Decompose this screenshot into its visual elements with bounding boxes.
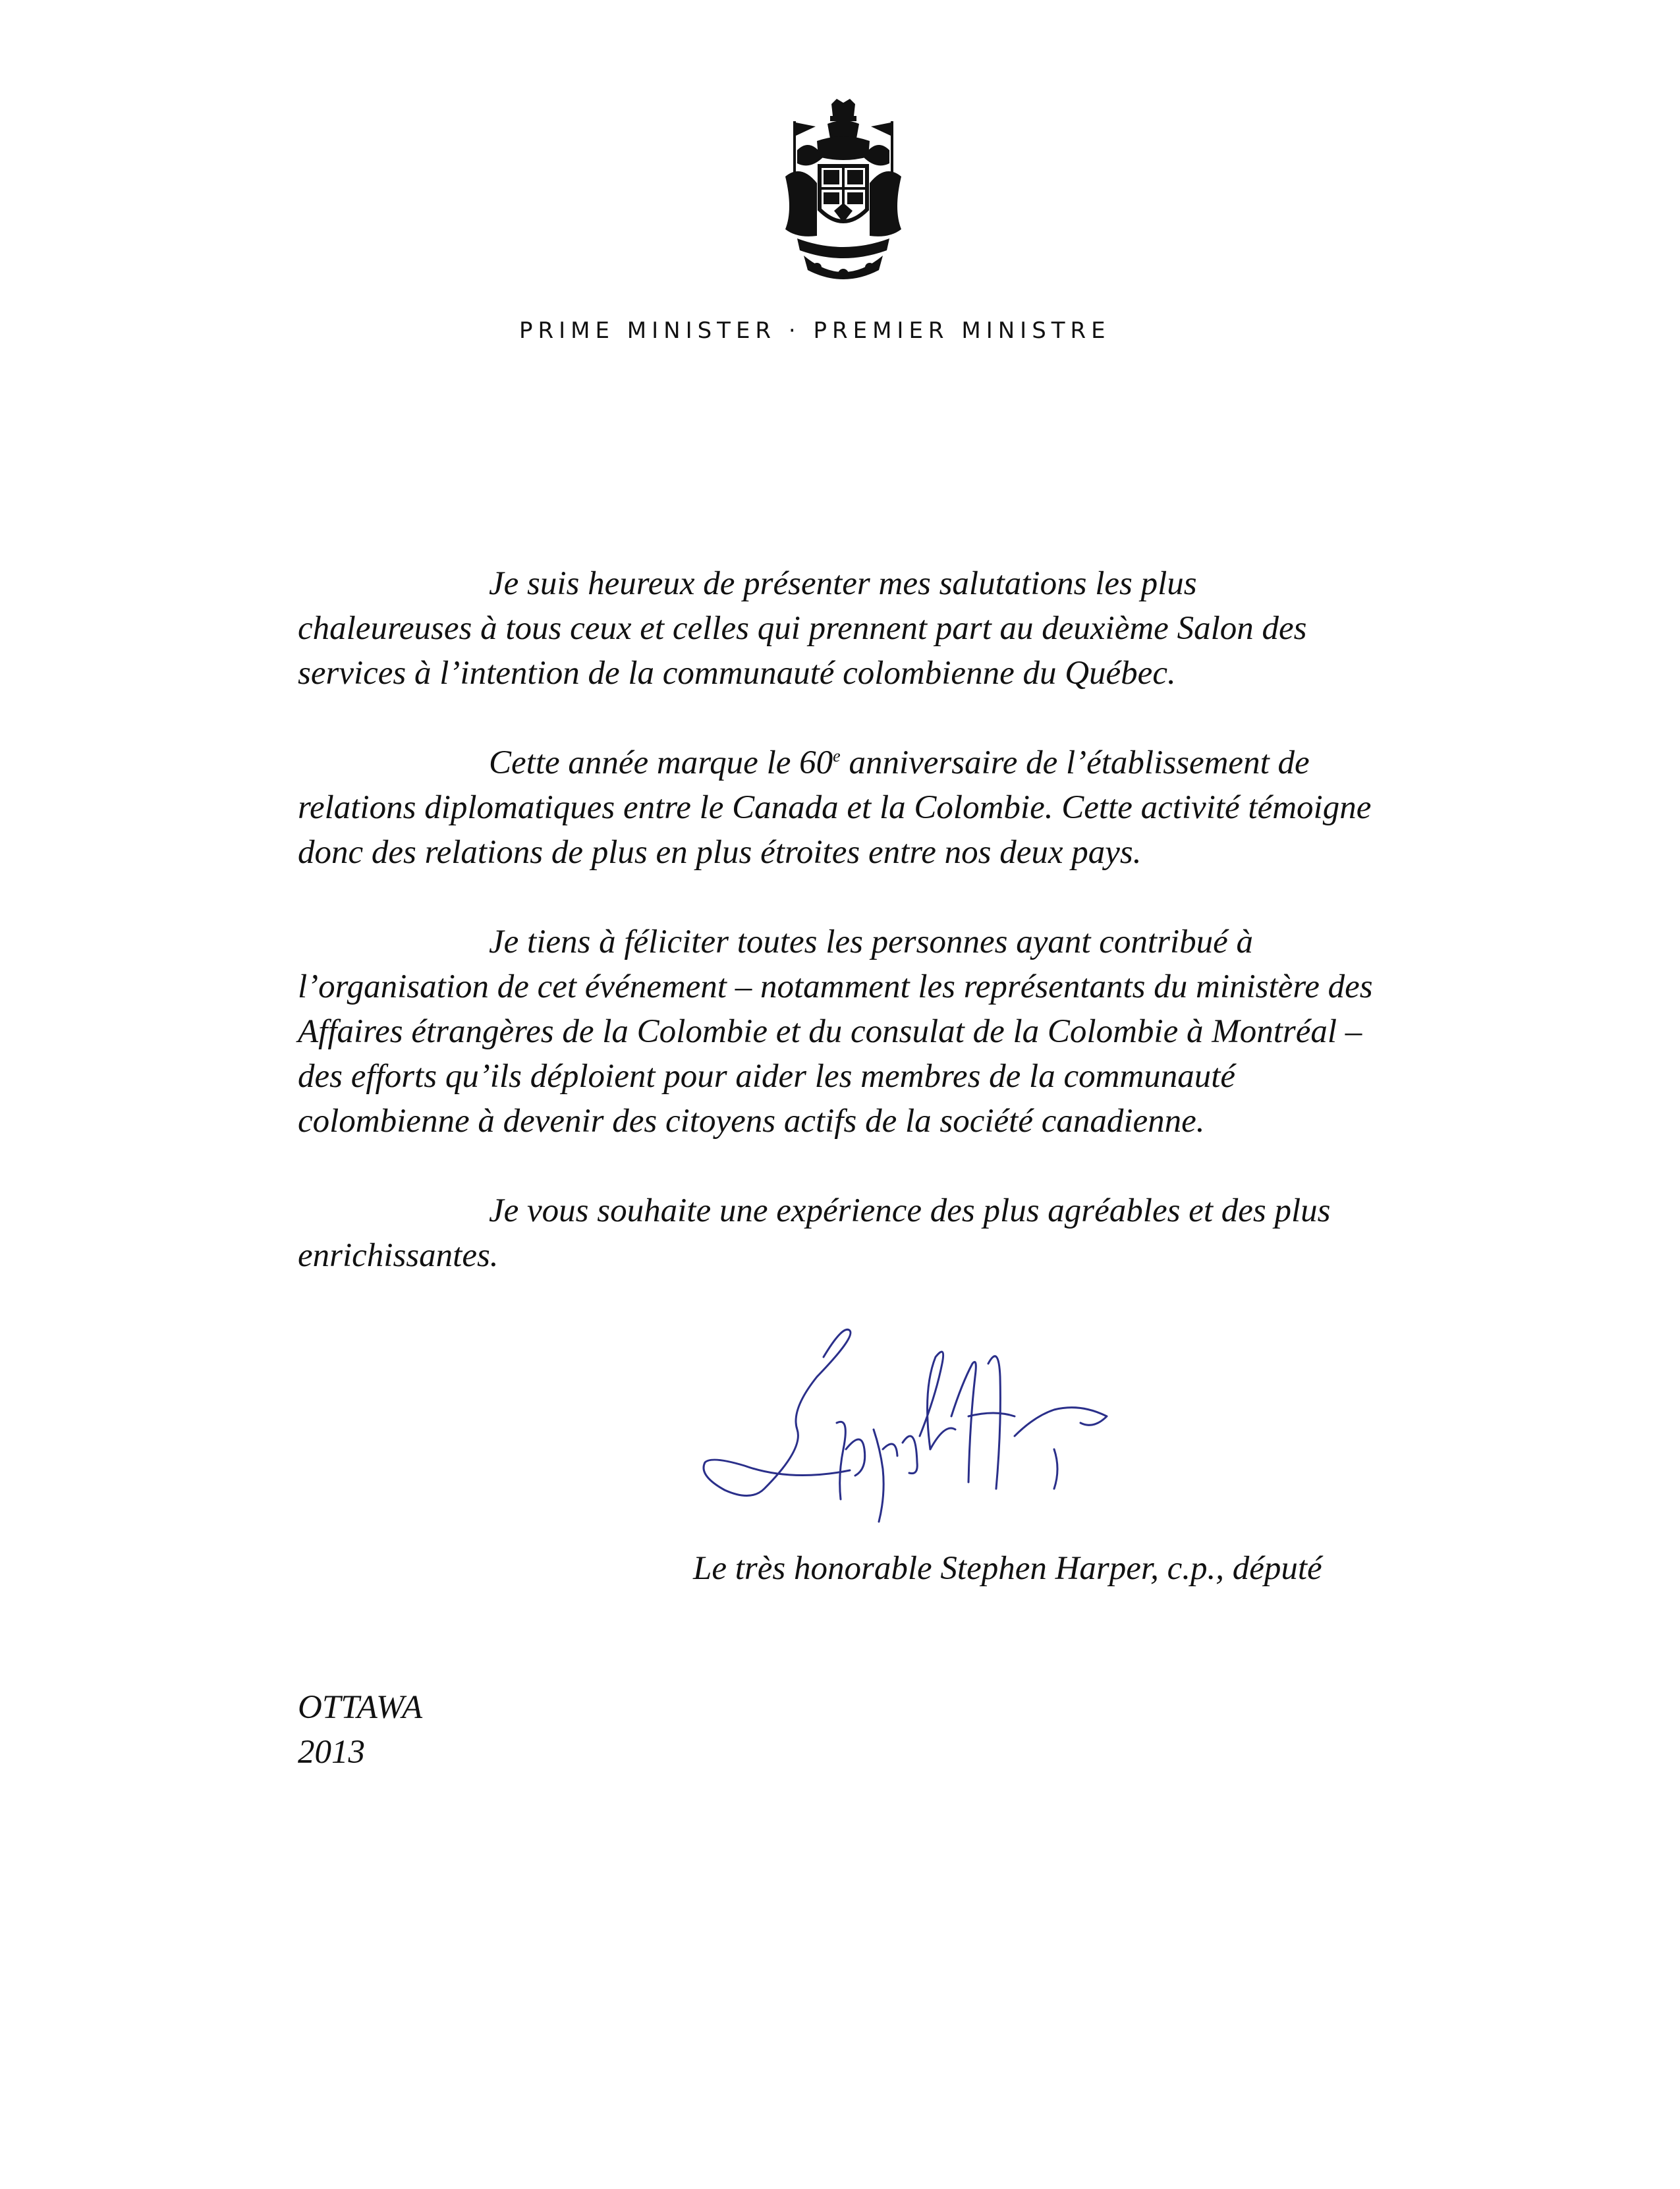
letterhead-title: PRIME MINISTER · PREMIER MINISTRE [519, 318, 1111, 344]
paragraph-anniversary-end: anniversaire de l’établissement de relations diplomatiques entre le Canada et la Colombie. Cette activité témoigne donc des relations de plus en plus étroites entre nos deux pays. [298, 744, 1372, 871]
coat-of-arms-icon [771, 97, 916, 282]
paragraph-anniversary-start: Cette année marque le 60 [489, 744, 833, 781]
paragraph-closing: Je vous souhaite une expérience des plus agréables et des plus enrichissantes. [298, 1192, 1331, 1274]
paragraph-congratulations: Je tiens à féliciter toutes les personnes ayant contribué à l’organisation de cet événement – notamment les représentants du ministère des Affaires étrangères de la Colombie et du consulat de la Colombie à Montréal – des efforts qu’ils déploient pour aider les membres de la communauté colombienne à devenir des citoyens actifs de la société canadienne. [298, 924, 1373, 1140]
paragraph-anniversary [298, 740, 1378, 875]
city-label: OTTAWA [298, 1689, 423, 1726]
ordinal-superscript: e [833, 746, 841, 765]
handwritten-signature [685, 1317, 1133, 1535]
signatory-name: Le très honorable Stephen Harper, c.p., député [693, 1550, 1322, 1587]
year-label: 2013 [298, 1734, 365, 1771]
place-and-date [298, 1685, 422, 1775]
paragraph-greeting: Je suis heureux de présenter mes salutations les plus chaleureuses à tous ceux et celles qui prennent part au deuxième Salon des services à l’intention de la communauté colombienne du Québec. [298, 565, 1307, 692]
letter-body [298, 561, 1378, 1323]
